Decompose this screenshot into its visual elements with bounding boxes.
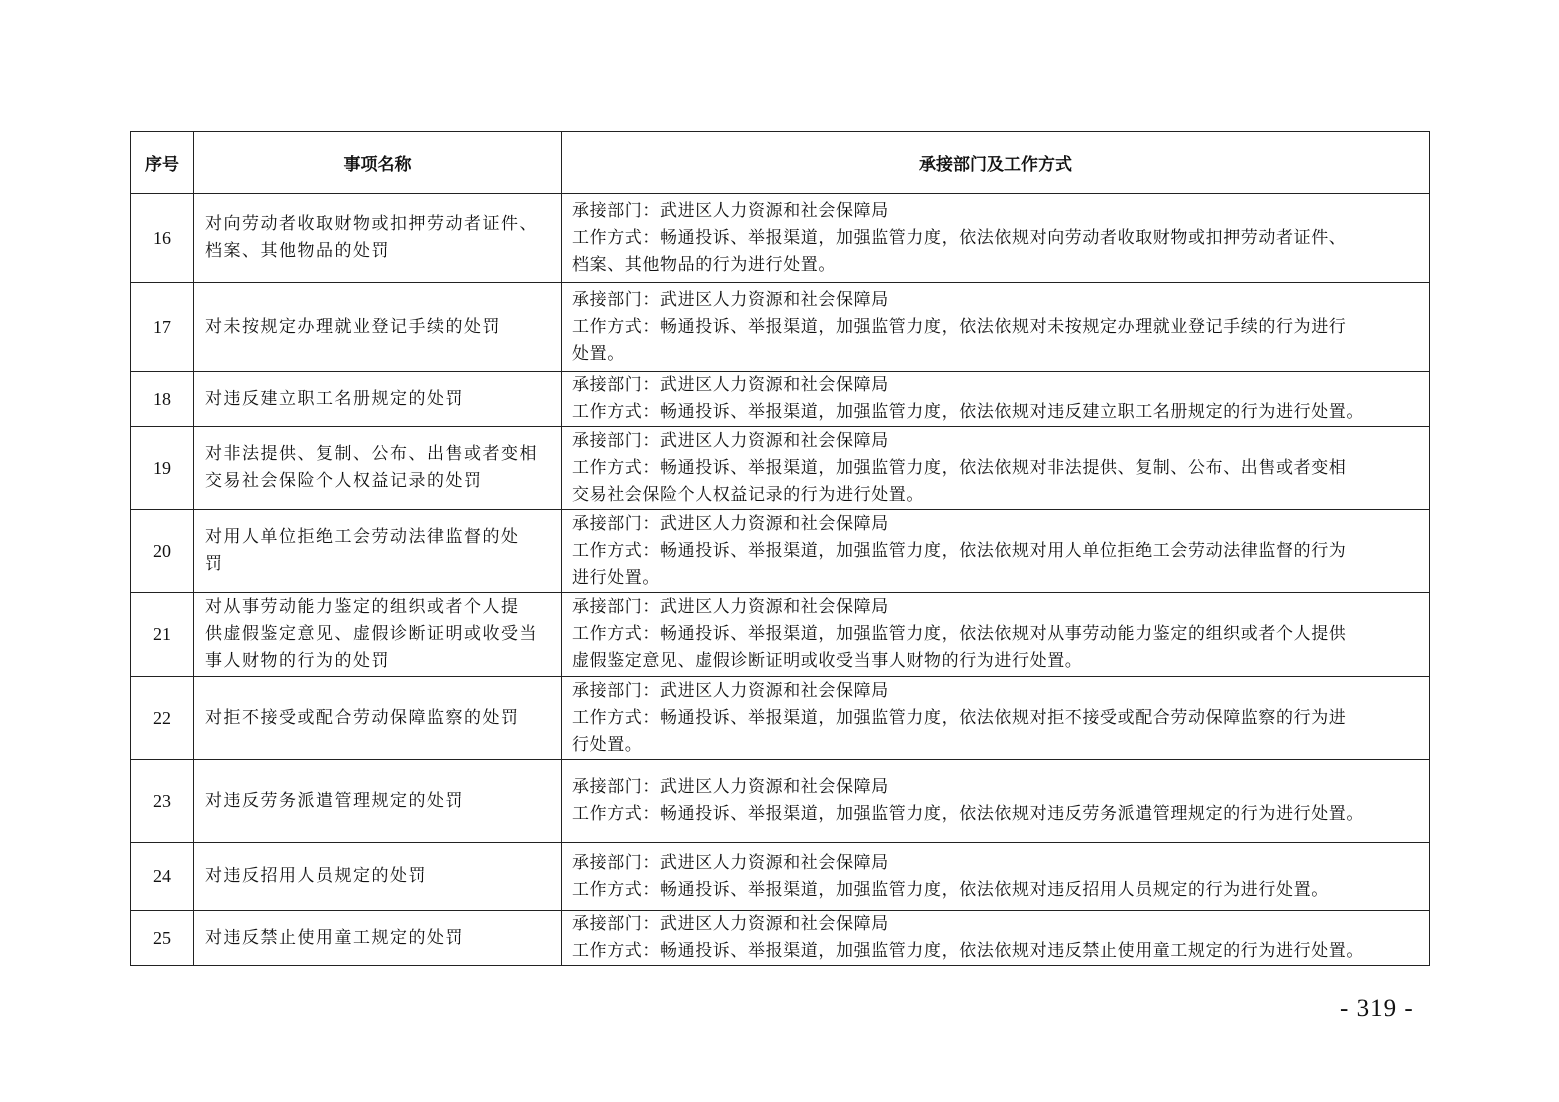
method-line: 虚假鉴定意见、虚假诊断证明或收受当事人财物的行为进行处置。 xyxy=(572,651,1083,671)
item-name-line: 对违反禁止使用童工规定的处罚 xyxy=(205,927,464,948)
row-number: 18 xyxy=(131,372,194,427)
dept-line: 承接部门：武进区人力资源和社会保障局 xyxy=(572,914,889,934)
row-number: 20 xyxy=(131,510,194,593)
row-number: 19 xyxy=(131,427,194,510)
method-line: 工作方式：畅通投诉、举报渠道，加强监管力度，依法依规对违反招用人员规定的行为进行处置。 xyxy=(572,879,1329,900)
method-line: 行处置。 xyxy=(572,734,643,755)
item-name-cell xyxy=(194,510,562,593)
item-name-line: 对未按规定办理就业登记手续的处罚 xyxy=(205,316,501,337)
method-line: 工作方式：畅通投诉、举报渠道，加强监管力度，依法依规对从事劳动能力鉴定的组织或者个人提供 xyxy=(572,624,1347,644)
table-header-row xyxy=(131,132,1430,194)
dept-line: 承接部门：武进区人力资源和社会保障局 xyxy=(572,680,889,701)
table-row xyxy=(131,283,1430,372)
table-row xyxy=(131,593,1430,677)
dept-method-cell xyxy=(562,427,1430,510)
item-name-line: 对违反劳务派遣管理规定的处罚 xyxy=(205,790,464,811)
table-row xyxy=(131,843,1430,911)
method-line: 工作方式：畅通投诉、举报渠道，加强监管力度，依法依规对用人单位拒绝工会劳动法律监督的行为 xyxy=(572,540,1347,561)
method-line: 进行处置。 xyxy=(572,567,660,588)
table-row xyxy=(131,677,1430,760)
item-name-cell xyxy=(194,677,562,760)
dept-method-cell xyxy=(562,372,1430,427)
item-name-cell xyxy=(194,593,562,677)
dept-method-cell xyxy=(562,760,1430,843)
method-line: 工作方式：畅通投诉、举报渠道，加强监管力度，依法依规对向劳动者收取财物或扣押劳动者证件、 xyxy=(572,227,1347,248)
item-name-line: 档案、其他物品的处罚 xyxy=(205,241,390,261)
dept-line: 承接部门：武进区人力资源和社会保障局 xyxy=(572,852,889,873)
header-seq: 序号 xyxy=(131,132,194,194)
dept-line: 承接部门：武进区人力资源和社会保障局 xyxy=(572,513,889,534)
method-line: 交易社会保险个人权益记录的行为进行处置。 xyxy=(572,484,924,505)
dept-line: 承接部门：武进区人力资源和社会保障局 xyxy=(572,597,889,617)
dept-line: 承接部门：武进区人力资源和社会保障局 xyxy=(572,430,889,451)
document-table-container xyxy=(130,131,1429,966)
page-number: - 319 - xyxy=(1340,995,1414,1022)
method-line: 工作方式：畅通投诉、举报渠道，加强监管力度，依法依规对违反建立职工名册规定的行为进行处置。 xyxy=(572,402,1364,422)
item-name-cell xyxy=(194,372,562,427)
dept-line: 承接部门：武进区人力资源和社会保障局 xyxy=(572,200,889,221)
row-number: 23 xyxy=(131,760,194,843)
method-line: 工作方式：畅通投诉、举报渠道，加强监管力度，依法依规对违反禁止使用童工规定的行为进行处置。 xyxy=(572,941,1364,961)
table-body xyxy=(131,194,1430,966)
table-row xyxy=(131,510,1430,593)
item-name-line: 对非法提供、复制、公布、出售或者变相 xyxy=(205,444,538,464)
item-name-cell xyxy=(194,911,562,966)
row-number: 25 xyxy=(131,911,194,966)
table-row xyxy=(131,760,1430,843)
dept-line: 承接部门：武进区人力资源和社会保障局 xyxy=(572,375,889,395)
row-number: 22 xyxy=(131,677,194,760)
method-line: 工作方式：畅通投诉、举报渠道，加强监管力度，依法依规对拒不接受或配合劳动保障监察的行为进 xyxy=(572,707,1347,728)
item-name-line: 供虚假鉴定意见、虚假诊断证明或收受当 xyxy=(205,624,538,644)
item-name-cell xyxy=(194,760,562,843)
item-name-line: 对违反招用人员规定的处罚 xyxy=(205,866,427,886)
row-number: 17 xyxy=(131,283,194,372)
dept-method-cell xyxy=(562,677,1430,760)
item-name-line: 事人财物的行为的处罚 xyxy=(205,651,390,671)
table-row xyxy=(131,372,1430,427)
item-name-line: 交易社会保险个人权益记录的处罚 xyxy=(205,471,483,491)
header-dept-method: 承接部门及工作方式 xyxy=(562,132,1430,194)
method-line: 档案、其他物品的行为进行处置。 xyxy=(572,254,836,275)
method-line: 工作方式：畅通投诉、举报渠道，加强监管力度，依法依规对未按规定办理就业登记手续的行为进行 xyxy=(572,316,1347,337)
dept-method-cell xyxy=(562,194,1430,283)
item-name-line: 罚 xyxy=(205,554,224,574)
row-number: 21 xyxy=(131,593,194,677)
item-name-cell xyxy=(194,283,562,372)
method-line: 工作方式：畅通投诉、举报渠道，加强监管力度，依法依规对违反劳务派遣管理规定的行为进行处置。 xyxy=(572,804,1364,824)
method-line: 工作方式：畅通投诉、举报渠道，加强监管力度，依法依规对非法提供、复制、公布、出售或者变相 xyxy=(572,457,1347,478)
table-row xyxy=(131,194,1430,283)
row-number: 16 xyxy=(131,194,194,283)
item-name-line: 对违反建立职工名册规定的处罚 xyxy=(205,388,464,409)
item-name-cell xyxy=(194,843,562,911)
dept-method-cell xyxy=(562,911,1430,966)
dept-method-cell xyxy=(562,283,1430,372)
table-row xyxy=(131,427,1430,510)
items-table xyxy=(130,131,1430,966)
method-line: 处置。 xyxy=(572,343,625,364)
item-name-line: 对用人单位拒绝工会劳动法律监督的处 xyxy=(205,527,520,547)
row-number: 24 xyxy=(131,843,194,911)
item-name-cell xyxy=(194,427,562,510)
header-item-name: 事项名称 xyxy=(194,132,562,194)
dept-line: 承接部门：武进区人力资源和社会保障局 xyxy=(572,289,889,310)
table-row xyxy=(131,911,1430,966)
dept-method-cell xyxy=(562,843,1430,911)
dept-line: 承接部门：武进区人力资源和社会保障局 xyxy=(572,777,889,797)
dept-method-cell xyxy=(562,593,1430,677)
item-name-cell xyxy=(194,194,562,283)
item-name-line: 对拒不接受或配合劳动保障监察的处罚 xyxy=(205,707,520,728)
dept-method-cell xyxy=(562,510,1430,593)
item-name-line: 对向劳动者收取财物或扣押劳动者证件、 xyxy=(205,214,538,234)
item-name-line: 对从事劳动能力鉴定的组织或者个人提 xyxy=(205,597,520,617)
